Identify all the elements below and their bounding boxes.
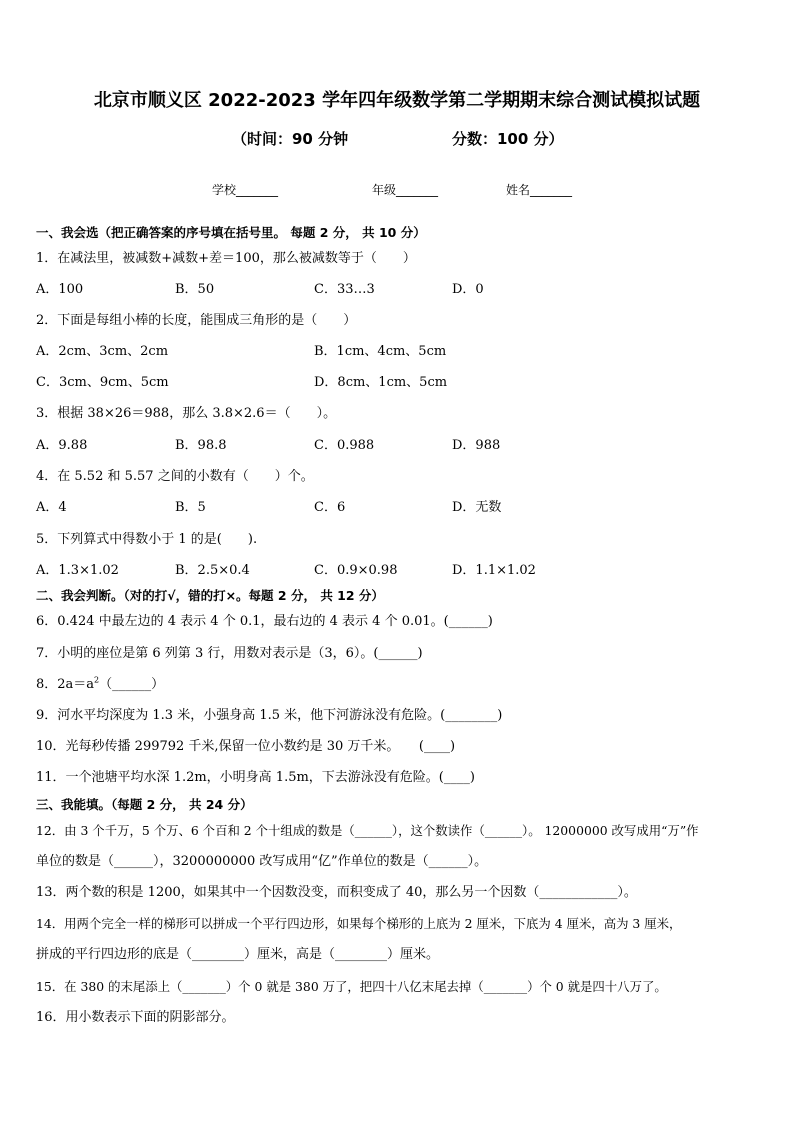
question-4: 4．在 5.52 和 5.57 之间的小数有（ ）个。 xyxy=(36,469,314,484)
q1-option-d: D．0 xyxy=(452,282,484,297)
q8-exponent: 2 xyxy=(94,675,100,685)
exam-title: 北京市顺义区 2022-2023 学年四年级数学第二学期期末综合测试模拟试题 xyxy=(93,90,701,111)
question-3: 3．根据 38×26＝988，那么 3.8×2.6＝（ ）。 xyxy=(36,406,337,421)
time-limit: （时间：90 分钟 xyxy=(232,130,349,148)
total-score: 分数：100 分） xyxy=(452,130,564,148)
question-12-line-1: 12．由 3 个千万，5 个万、6 个百和 2 个十组成的数是（______），这个数读作（______）。 12000000 改写成用“万”作 xyxy=(36,823,699,838)
name-field: 姓名_______ xyxy=(506,183,573,197)
question-1: 1．在减法里，被减数+减数+差＝100，那么被减数等于（ ） xyxy=(36,251,416,266)
q4-option-a: A．4 xyxy=(36,500,67,515)
section-1-heading: 一、我会选（把正确答案的序号填在括号里。 每题 2 分， 共 10 分） xyxy=(36,225,426,240)
q2-option-b: B．1cm、4cm、5cm xyxy=(314,344,447,359)
q5-option-c: C．0.9×0.98 xyxy=(314,563,398,578)
question-11: 11．一个池塘平均水深 1.2m，小明身高 1.5m，下去游泳没有危险。(____) xyxy=(36,770,475,785)
q3-option-b: B．98.8 xyxy=(175,438,227,453)
grade-field: 年级_______ xyxy=(372,183,439,197)
q2-option-c: C．3cm、9cm、5cm xyxy=(36,375,169,390)
q4-option-d: D．无数 xyxy=(452,500,502,515)
q2-option-a: A．2cm、3cm、2cm xyxy=(36,344,169,359)
section-2-heading: 二、我会判断。（对的打√，错的打×。每题 2 分， 共 12 分） xyxy=(36,588,384,603)
question-2: 2．下面是每组小棒的长度，能围成三角形的是（ ） xyxy=(36,313,357,328)
question-14-line-2: 拼成的平行四边形的底是（________）厘米，高是（________）厘米。 xyxy=(36,947,440,962)
question-7: 7．小明的座位是第 6 列第 3 行，用数对表示是（3，6）。(______) xyxy=(36,646,423,661)
q8-answer-blank: （______） xyxy=(99,677,165,692)
question-10: 10．光每秒传播 299792 千米,保留一位小数约是 30 万千米。 (____) xyxy=(36,739,456,754)
question-15: 15．在 380 的末尾添上（_______）个 0 就是 380 万了，把四十八亿末尾去掉（_______）个 0 就是四十八万了。 xyxy=(36,979,667,994)
q8-expression: 8．2a＝a xyxy=(36,677,95,692)
q5-option-d: D．1.1×1.02 xyxy=(452,563,536,578)
question-14-line-1: 14．用两个完全一样的梯形可以拼成一个平行四边形，如果每个梯形的上底为 2 厘米，下底为 4 厘米，高为 3 厘米， xyxy=(36,916,682,931)
q3-option-a: A．9.88 xyxy=(36,438,88,453)
question-16: 16．用小数表示下面的阴影部分。 xyxy=(36,1010,235,1025)
q3-option-c: C．0.988 xyxy=(314,438,375,453)
q1-option-c: C．33…3 xyxy=(314,282,375,297)
question-12-line-2: 单位的数是（______），3200000000 改写成用“亿”作单位的数是（______）。 xyxy=(36,854,488,869)
question-9: 9．河水平均深度为 1.3 米，小强身高 1.5 米，他下河游泳没有危险。(________) xyxy=(36,708,503,723)
q4-option-c: C．6 xyxy=(314,500,346,515)
question-8 xyxy=(36,677,164,693)
q3-option-d: D．988 xyxy=(452,438,501,453)
q5-option-a: A．1.3×1.02 xyxy=(36,563,119,578)
question-5: 5．下列算式中得数小于 1 的是( ). xyxy=(36,532,258,547)
section-3-heading: 三、我能填。（每题 2 分， 共 24 分） xyxy=(36,797,253,812)
q2-option-d: D．8cm、1cm、5cm xyxy=(314,375,448,390)
q5-option-b: B．2.5×0.4 xyxy=(175,563,250,578)
question-6: 6．0.424 中最左边的 4 表示 4 个 0.1，最右边的 4 表示 4 个 0.01。(______) xyxy=(36,614,493,629)
q1-option-a: A．100 xyxy=(36,282,84,297)
q1-option-b: B．50 xyxy=(175,282,215,297)
q4-option-b: B．5 xyxy=(175,500,206,515)
question-13: 13．两个数的积是 1200，如果其中一个因数没变，而积变成了 40，那么另一个因数（____________）。 xyxy=(36,885,637,900)
school-field: 学校_______ xyxy=(212,183,279,197)
